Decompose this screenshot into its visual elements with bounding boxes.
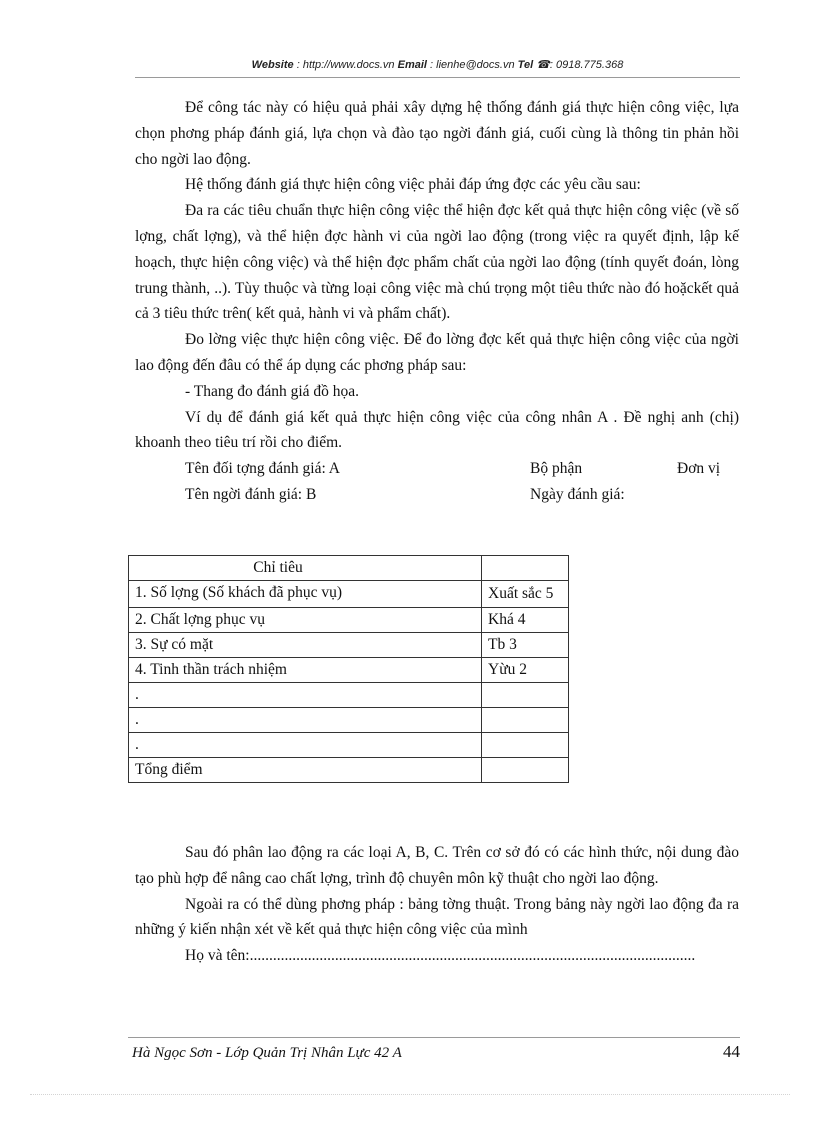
telephone-icon: ☎ [536, 59, 550, 71]
name-line: Họ và tên:................................................................................................................... [185, 947, 696, 965]
page-bottom-border [30, 1094, 790, 1095]
evaluated-person-field: Tên đối tợng đánh giá: A [185, 460, 340, 478]
page-header [135, 58, 740, 71]
footer-author: Hà Ngọc Sơn - Lớp Quản Trị Nhân Lực 42 A [132, 1045, 402, 1061]
evaluation-date-field: Ngày đánh giá: [530, 485, 625, 503]
paragraph: Ví dụ để đánh giá kết quả thực hiện công việc của công nhân A . Đề nghị anh (chị) khoanh theo tiêu trí rồi cho điểm. [135, 408, 739, 452]
criterion-cell: . [129, 683, 482, 708]
website-label: Website [251, 59, 294, 71]
evaluator-field: Tên ngời đánh giá: B [185, 485, 317, 503]
criterion-cell: 2. Chất lợng phục vụ [129, 608, 482, 633]
table-header-criteria: Chỉ tiêu [129, 556, 482, 581]
rating-cell [482, 683, 569, 708]
table-total-row [129, 758, 569, 783]
total-label: Tổng điểm [129, 758, 482, 783]
table-row [129, 633, 569, 658]
tel-label: Tel [517, 59, 534, 71]
paragraph: Sau đó phân lao động ra các loại A, B, C. Trên cơ sở đó có các hình thức, nội dung đào tạo phù hợp để nâng cao chất lợng, trình độ chuyên môn kỹ thuật cho ngời lao động. [135, 844, 739, 887]
form-row [135, 456, 739, 482]
body-text [135, 95, 739, 508]
footer-divider [128, 1037, 740, 1038]
website-value[interactable]: : http://www.docs.vn [296, 59, 395, 71]
department-field: Bộ phận [530, 460, 583, 478]
criterion-cell: 3. Sự có mặt [129, 633, 482, 658]
table-header-row [129, 556, 569, 581]
header-divider [135, 77, 740, 78]
paragraph: Hệ thống đánh giá thực hiện công việc phải đáp ứng đợc các yêu cầu sau: [185, 176, 641, 194]
page-footer [132, 1042, 740, 1062]
table-row [129, 658, 569, 683]
rating-cell: Xuất sắc 5 [482, 581, 569, 608]
criterion-cell: . [129, 733, 482, 758]
rating-cell: Tb 3 [482, 633, 569, 658]
criterion-cell: . [129, 708, 482, 733]
form-row [135, 482, 739, 508]
paragraph: - Thang đo đánh giá đồ họa. [185, 382, 360, 400]
rating-cell: Khá 4 [482, 608, 569, 633]
table-row [129, 608, 569, 633]
email-value[interactable]: : lienhe@docs.vn [430, 59, 515, 71]
table-header-blank [482, 556, 569, 581]
total-value [482, 758, 569, 783]
table-row [129, 581, 569, 608]
paragraph: Ngoài ra có thể dùng phơng pháp : bảng tờng thuật. Trong bảng này ngời lao động đa ra những ý kiến nhận xét về kết quả thực hiện công việc của mình [135, 895, 739, 939]
paragraph: Để công tác này có hiệu quả phải xây dựng hệ thống đánh giá thực hiện công việc, lựa chọn phơng pháp đánh giá, lựa chọn và đào tạo ngời đánh giá, cuối cùng là thông tin phản hồi cho ngời lao động. [135, 99, 739, 168]
table-row [129, 733, 569, 758]
criterion-cell: 1. Số lợng (Số khách đã phục vụ) [129, 581, 482, 608]
form-row-blank [677, 482, 739, 508]
rating-cell: Yừu 2 [482, 658, 569, 683]
unit-field: Đơn vị [677, 460, 721, 478]
page-number: 44 [723, 1042, 740, 1061]
email-label: Email [397, 59, 427, 71]
rating-cell [482, 733, 569, 758]
table-row [129, 683, 569, 708]
table-row [129, 708, 569, 733]
tel-value: : 0918.775.368 [549, 59, 624, 71]
paragraph: Đo lờng việc thực hiện công việc. Để đo lờng đợc kết quả thực hiện công việc của ngời lao động đến đâu có thể áp dụng các phơng pháp sau: [135, 331, 739, 374]
rating-cell [482, 708, 569, 733]
paragraph: Đa ra các tiêu chuẩn thực hiện công việc thể hiện đợc kết quả thực hiện công việc (về số lợng, chất lợng), và thể hiện đợc hành vi của ngời lao động (trong việc ra quyết định, lập kế hoạch, thực hiện công việc) và thể hiện đợc phẩm chất của ngời lao động (tính quyết đoán, lòng trung thành, ..). Tùy thuộc và từng loại công việc mà chú trọng một tiêu thức nào đó hoặckết quả cả 3 tiêu thức trên( kết quả, hành vi và phẩm chất). [135, 202, 739, 323]
after-text [135, 840, 739, 969]
criterion-cell: 4. Tinh thần trách nhiệm [129, 658, 482, 683]
evaluation-table [128, 555, 569, 783]
